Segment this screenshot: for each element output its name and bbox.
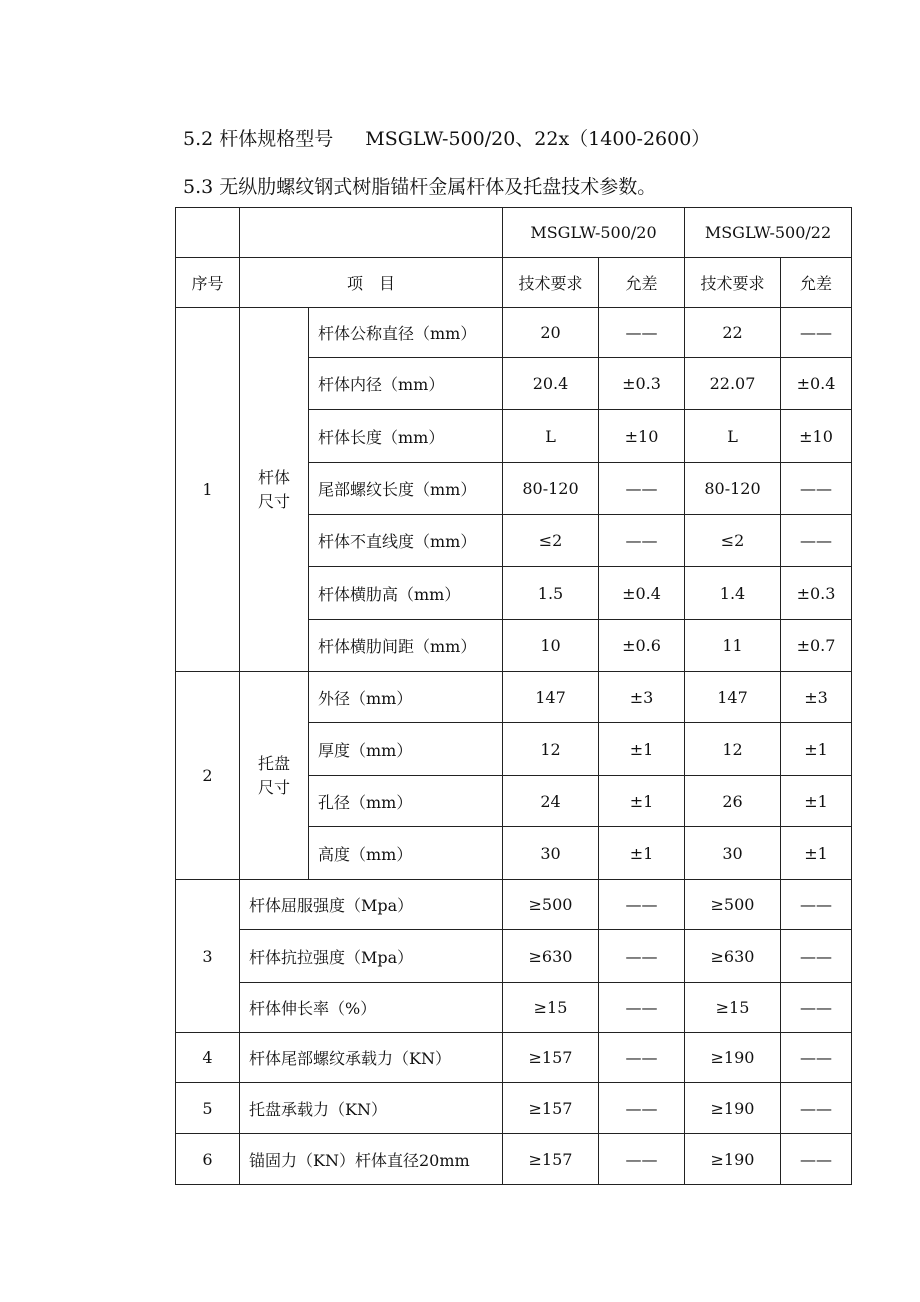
requirement-value: 22 — [685, 308, 781, 358]
tolerance-value: ±0.4 — [599, 567, 685, 620]
col-header-tolerance: 允差 — [599, 258, 685, 308]
table-row — [176, 1134, 852, 1185]
item-name: 杆体伸长率（%） — [240, 983, 503, 1033]
tolerance-value: ±0.7 — [781, 620, 852, 672]
col-header-requirement: 技术要求 — [503, 258, 599, 308]
item-name: 杆体不直线度（mm） — [309, 515, 503, 567]
row-number: 5 — [176, 1083, 240, 1134]
spec-label: 5.2 杆体规格型号 — [183, 128, 334, 150]
requirement-value: 1.5 — [503, 567, 599, 620]
tolerance-value: ±1 — [599, 776, 685, 827]
table-row — [176, 880, 852, 930]
table-row — [176, 672, 852, 723]
requirement-value: 12 — [503, 723, 599, 776]
requirement-value: 30 — [685, 827, 781, 880]
tolerance-value: ±1 — [781, 723, 852, 776]
requirement-value: ≥190 — [685, 1033, 781, 1083]
tolerance-value: ±0.3 — [599, 358, 685, 410]
header-blank-cell — [240, 208, 503, 258]
requirement-value: 20 — [503, 308, 599, 358]
requirement-value: 12 — [685, 723, 781, 776]
row-number: 6 — [176, 1134, 240, 1185]
tolerance-value: —— — [599, 1033, 685, 1083]
row-number: 1 — [176, 308, 240, 672]
tolerance-value: ±10 — [599, 410, 685, 463]
tolerance-value: —— — [781, 880, 852, 930]
requirement-value: 30 — [503, 827, 599, 880]
item-name: 杆体尾部螺纹承载力（KN） — [240, 1033, 503, 1083]
category-label: 托盘 — [257, 753, 290, 773]
requirement-value: 24 — [503, 776, 599, 827]
item-name: 托盘承载力（KN） — [240, 1083, 503, 1134]
category-cell — [240, 308, 309, 672]
requirement-value: 147 — [685, 672, 781, 723]
tolerance-value: —— — [599, 1083, 685, 1134]
requirement-value: ≥190 — [685, 1083, 781, 1134]
tolerance-value: —— — [781, 983, 852, 1033]
item-name: 杆体公称直径（mm） — [309, 308, 503, 358]
requirement-value: ≥157 — [503, 1134, 599, 1185]
requirement-value: ≥630 — [503, 930, 599, 983]
tolerance-value: ±0.6 — [599, 620, 685, 672]
tolerance-value: —— — [781, 930, 852, 983]
category-label: 尺寸 — [257, 491, 290, 511]
tolerance-value: —— — [781, 1083, 852, 1134]
tolerance-value: —— — [599, 1134, 685, 1185]
table-row — [176, 1083, 852, 1134]
requirement-value: 80-120 — [503, 463, 599, 515]
model-header: MSGLW-500/22 — [685, 208, 852, 258]
item-name: 杆体长度（mm） — [309, 410, 503, 463]
requirement-value: 26 — [685, 776, 781, 827]
tolerance-value: —— — [599, 983, 685, 1033]
requirement-value: 1.4 — [685, 567, 781, 620]
item-name: 杆体横肋高（mm） — [309, 567, 503, 620]
tolerance-value: ±1 — [599, 723, 685, 776]
requirement-value: 20.4 — [503, 358, 599, 410]
table-row — [176, 983, 852, 1033]
col-header-no: 序号 — [176, 258, 240, 308]
requirement-value: ≤2 — [503, 515, 599, 567]
section-title: 5.3 无纵肋螺纹钢式树脂锚杆金属杆体及托盘技术参数。 — [183, 176, 657, 198]
requirement-value: 147 — [503, 672, 599, 723]
requirement-value: 80-120 — [685, 463, 781, 515]
tolerance-value: ±1 — [781, 827, 852, 880]
category-cell — [240, 672, 309, 880]
table-row — [176, 1033, 852, 1083]
requirement-value: ≤2 — [685, 515, 781, 567]
item-name: 外径（mm） — [309, 672, 503, 723]
item-name: 高度（mm） — [309, 827, 503, 880]
item-name: 杆体抗拉强度（Mpa） — [240, 930, 503, 983]
requirement-value: ≥500 — [503, 880, 599, 930]
tolerance-value: —— — [781, 1033, 852, 1083]
requirement-value: ≥157 — [503, 1033, 599, 1083]
requirement-value: L — [503, 410, 599, 463]
requirement-value: ≥630 — [685, 930, 781, 983]
tolerance-value: ±0.4 — [781, 358, 852, 410]
col-header-requirement: 技术要求 — [685, 258, 781, 308]
tolerance-value: —— — [599, 930, 685, 983]
requirement-value: ≥190 — [685, 1134, 781, 1185]
tolerance-value: —— — [599, 308, 685, 358]
item-name: 杆体内径（mm） — [309, 358, 503, 410]
tolerance-value: ±3 — [781, 672, 852, 723]
tolerance-value: ±3 — [599, 672, 685, 723]
tolerance-value: —— — [599, 515, 685, 567]
row-number: 4 — [176, 1033, 240, 1083]
tolerance-value: —— — [781, 515, 852, 567]
parameter-table — [175, 207, 852, 1185]
item-name: 杆体横肋间距（mm） — [309, 620, 503, 672]
col-header-item: 项 目 — [240, 258, 503, 308]
row-number: 2 — [176, 672, 240, 880]
tolerance-value: —— — [781, 463, 852, 515]
model-header-row — [176, 208, 852, 258]
col-header-tolerance: 允差 — [781, 258, 852, 308]
item-name: 厚度（mm） — [309, 723, 503, 776]
requirement-value: ≥15 — [685, 983, 781, 1033]
table-row — [176, 308, 852, 358]
header-blank-cell — [176, 208, 240, 258]
tolerance-value: ±1 — [599, 827, 685, 880]
category-label: 尺寸 — [257, 777, 290, 797]
category-label: 杆体 — [257, 467, 290, 487]
column-header-row — [176, 258, 852, 308]
item-name: 杆体屈服强度（Mpa） — [240, 880, 503, 930]
spec-value: MSGLW-500/20、22x（1400-2600） — [365, 128, 711, 150]
requirement-value: L — [685, 410, 781, 463]
requirement-value: ≥500 — [685, 880, 781, 930]
requirement-value: 11 — [685, 620, 781, 672]
tolerance-value: ±0.3 — [781, 567, 852, 620]
item-name: 锚固力（KN）杆体直径20mm — [240, 1134, 503, 1185]
tolerance-value: ±1 — [781, 776, 852, 827]
item-name: 尾部螺纹长度（mm） — [309, 463, 503, 515]
tolerance-value: —— — [599, 880, 685, 930]
spec-heading — [183, 124, 710, 151]
item-name: 孔径（mm） — [309, 776, 503, 827]
requirement-value: 22.07 — [685, 358, 781, 410]
tolerance-value: —— — [781, 1134, 852, 1185]
table-row — [176, 930, 852, 983]
requirement-value: ≥157 — [503, 1083, 599, 1134]
tolerance-value: —— — [599, 463, 685, 515]
model-header: MSGLW-500/20 — [503, 208, 685, 258]
tolerance-value: ±10 — [781, 410, 852, 463]
tolerance-value: —— — [781, 308, 852, 358]
requirement-value: ≥15 — [503, 983, 599, 1033]
requirement-value: 10 — [503, 620, 599, 672]
row-number: 3 — [176, 880, 240, 1033]
